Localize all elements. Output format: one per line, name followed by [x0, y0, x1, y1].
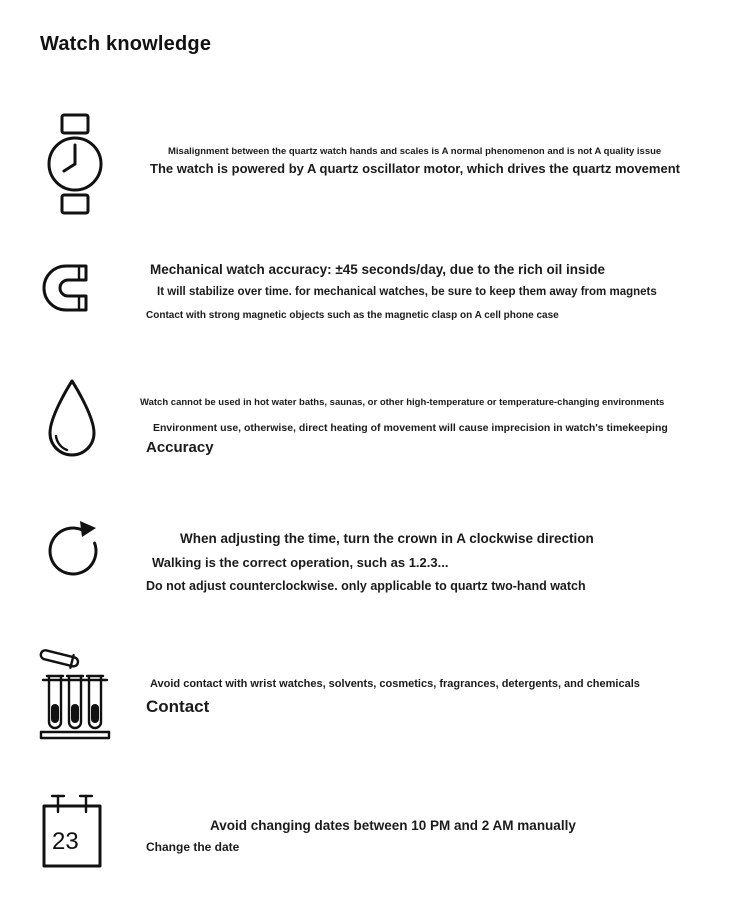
text-line: Misalignment between the quartz watch hands and scales is A normal phenomenon and is not A quality issue: [168, 146, 662, 157]
calendar-icon: [40, 788, 104, 872]
text-line: Avoid changing dates between 10 PM and 2 AM manually: [210, 818, 576, 833]
text-line: Accuracy: [146, 439, 214, 456]
page-title: Watch knowledge: [40, 33, 212, 55]
text-line: It will stabilize over time. for mechanical watches, be sure to keep them away from magnets: [157, 286, 657, 298]
text-line: Environment use, otherwise, direct heating of movement will cause imprecision in watch's timekeeping: [153, 422, 668, 434]
calendar-day-number: 23: [52, 828, 79, 855]
text-line: Walking is the correct operation, such as 1.2.3...: [152, 555, 449, 570]
text-line: Watch cannot be used in hot water baths, saunas, or other high-temperature or temperature-changing environments: [140, 397, 665, 408]
text-line: Change the date: [146, 840, 240, 854]
text-line: Avoid contact with wrist watches, solvents, cosmetics, fragrances, detergents, and chemicals: [150, 678, 640, 690]
text-line: Contact: [146, 697, 210, 716]
magnet-icon: [42, 262, 98, 316]
text-line: Contact with strong magnetic objects such as the magnetic clasp on A cell phone case: [146, 310, 559, 321]
text-line: Mechanical watch accuracy: ±45 seconds/day, due to the rich oil inside: [150, 262, 606, 277]
text-line: When adjusting the time, turn the crown in A clockwise direction: [180, 531, 594, 546]
chemicals-icon: [38, 642, 112, 742]
wristwatch-icon: [45, 112, 105, 216]
water-drop-icon: [42, 376, 102, 470]
text-line: The watch is powered by A quartz oscillator motor, which drives the quartz movement: [150, 161, 680, 176]
clockwise-arrow-icon: [42, 518, 104, 582]
text-line: Do not adjust counterclockwise. only applicable to quartz two-hand watch: [146, 579, 586, 593]
